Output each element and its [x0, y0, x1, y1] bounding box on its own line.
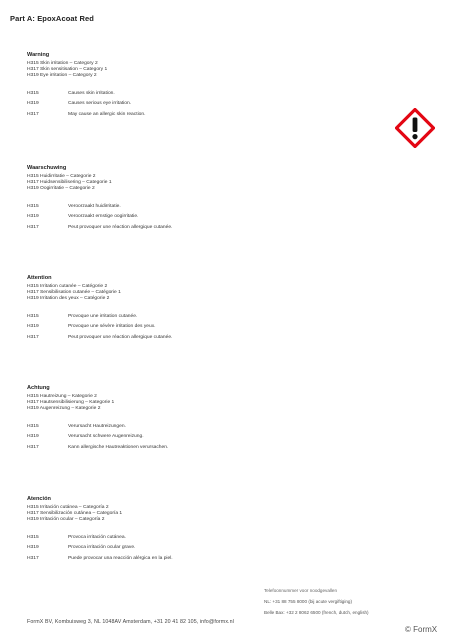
- hazard-code: H319: [27, 214, 39, 220]
- emergency-phone-line: NL: +31 88 755 8000 (bij acute vergiftiging): [264, 599, 352, 604]
- hazard-code: H317: [27, 555, 39, 561]
- classification-line: H317 Huidsensibilisering – Categorie 1: [27, 180, 112, 186]
- hazard-text: Verursacht schwere Augenreizung.: [68, 434, 144, 440]
- hazard-statement: [27, 422, 327, 433]
- classification-line: H315 Huidirritatie – Categorie 2: [27, 174, 96, 179]
- hazard-statement: [27, 443, 327, 454]
- exclamation-mark-hazard-icon: [395, 108, 435, 148]
- hazard-statement: [27, 322, 327, 333]
- classification-line: H317 Sensibilización cutánea – Categoría 1: [27, 511, 123, 517]
- classification-line: H319 Irritación ocular – Categoría 2: [27, 517, 105, 523]
- hazard-code: H317: [27, 111, 39, 117]
- hazard-statement: [27, 110, 327, 121]
- classification-line: H315 Irritación cutánea – Categoría 2: [27, 505, 109, 510]
- hazard-code: H315: [27, 203, 39, 209]
- hazard-statement: [27, 432, 327, 443]
- hazard-statement: [27, 543, 327, 554]
- hazard-text: May cause an allergic skin reaction.: [68, 111, 146, 117]
- emergency-phone-line: Belle Bax: +32 2 8062 6500 (french, dutch, english): [264, 610, 369, 615]
- hazard-statement: [27, 312, 327, 323]
- signal-word: Waarschuwing: [27, 165, 67, 171]
- classification-line: H315 Hautreizung – Kategorie 2: [27, 394, 97, 399]
- hazard-text: Causes serious eye irritation.: [68, 101, 132, 107]
- emergency-contact: [264, 585, 444, 618]
- hazard-statement: [27, 333, 327, 344]
- classification-line: H319 Eye irritation – Category 2: [27, 73, 97, 79]
- classification-line: H315 Skin irritation – Category 2: [27, 61, 98, 66]
- hazard-statement: [27, 202, 327, 213]
- document-title: Part A: EpoxAcoat Red: [10, 14, 94, 23]
- hazard-statement: [27, 554, 327, 565]
- emergency-heading: Telefoonnummer voor noodgevallen: [264, 588, 338, 593]
- hazard-code: H315: [27, 313, 39, 319]
- classification-line: H317 Skin sensitisation – Category 1: [27, 67, 108, 73]
- hazard-section-dutch: [27, 165, 327, 233]
- classification-line: H319 Oogirritatie – Categorie 2: [27, 186, 95, 192]
- hazard-section-french: [27, 275, 327, 343]
- hazard-code: H315: [27, 90, 39, 96]
- hazard-code: H317: [27, 334, 39, 340]
- hazard-section-english: [27, 52, 327, 120]
- classification-line: H315 Irritation cutanée – Catégorie 2: [27, 284, 108, 289]
- hazard-statement: [27, 533, 327, 544]
- hazard-text: Peut provoquer une réaction allergique cutanée.: [68, 334, 173, 340]
- brand-logo: © FormX: [405, 625, 438, 634]
- footer-address: FormX BV, Kombuisweg 3, NL 1048AV Amsterdam, +31 20 41 82 105, info@formx.nl: [27, 619, 234, 625]
- hazard-code: H319: [27, 324, 39, 330]
- hazard-text: Puede provocar una reacción alérgica en la piel.: [68, 555, 173, 561]
- hazard-statement: [27, 212, 327, 223]
- hazard-text: Veroorzaakt ernstige oogirritatie.: [68, 214, 139, 220]
- classification-line: H317 Sensibilisation cutanée – Catégorie 1: [27, 290, 121, 296]
- hazard-statement: [27, 223, 327, 234]
- signal-word: Achtung: [27, 385, 50, 391]
- hazard-section-spanish: [27, 496, 327, 564]
- hazard-code: H319: [27, 545, 39, 551]
- hazard-statement: [27, 89, 327, 100]
- signal-word: Attention: [27, 275, 52, 281]
- hazard-text: Provoca irritación cutánea.: [68, 534, 126, 540]
- signal-word: Warning: [27, 52, 50, 58]
- classification-line: H319 Irritation des yeux – Catégorie 2: [27, 296, 110, 302]
- hazard-text: Causes skin irritation.: [68, 90, 115, 96]
- hazard-text: Provoque une sévère irritation des yeux.: [68, 324, 156, 330]
- signal-word: Atención: [27, 496, 51, 502]
- hazard-code: H317: [27, 224, 39, 230]
- hazard-text: Provoca irritación ocular grave.: [68, 545, 136, 551]
- classification-line: H317 Hautsensibilisierung – Kategorie 1: [27, 400, 115, 406]
- hazard-text: Provoque une irritation cutanée.: [68, 313, 138, 319]
- hazard-text: Peut provoquer une réaction allergique cutanée.: [68, 224, 173, 230]
- hazard-statement: [27, 99, 327, 110]
- classification-line: H319 Augenreizung – Kategorie 2: [27, 406, 101, 412]
- hazard-code: H317: [27, 444, 39, 450]
- hazard-section-german: [27, 385, 327, 453]
- hazard-text: Kann allergische Hautreaktionen verursachen.: [68, 444, 169, 450]
- hazard-text: Veroorzaakt huidirritatie.: [68, 203, 121, 209]
- hazard-code: H319: [27, 434, 39, 440]
- hazard-code: H315: [27, 534, 39, 540]
- hazard-code: H319: [27, 101, 39, 107]
- hazard-text: Verursacht Hautreizungen.: [68, 423, 126, 429]
- hazard-code: H315: [27, 423, 39, 429]
